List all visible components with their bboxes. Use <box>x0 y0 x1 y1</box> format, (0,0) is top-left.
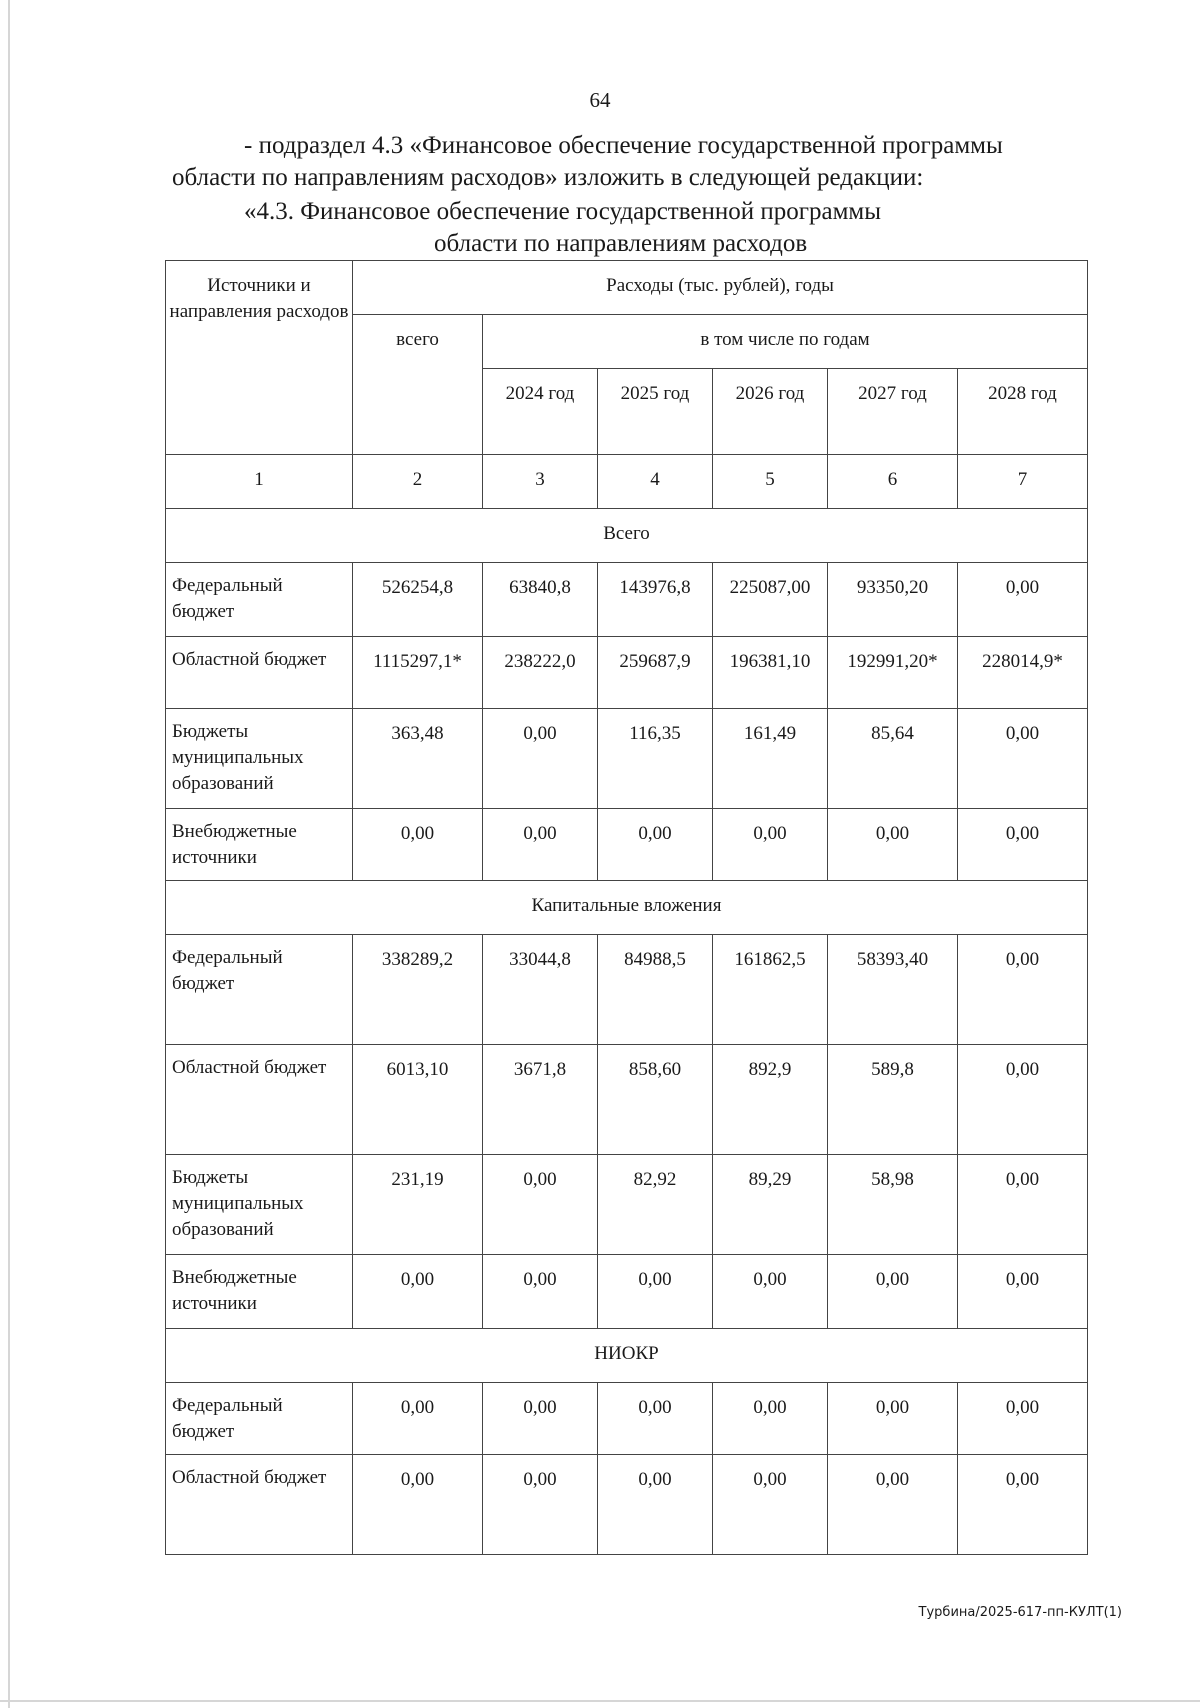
section-title-line-2: области по направлениям расходов <box>434 230 808 257</box>
section-title-cell: Капитальные вложения <box>166 881 1088 935</box>
value-cell: 0,00 <box>353 1255 483 1329</box>
value-cell: 0,00 <box>598 1383 713 1455</box>
column-number: 2 <box>353 455 483 509</box>
value-cell: 0,00 <box>828 809 958 881</box>
value-cell: 93350,20 <box>828 563 958 637</box>
value-cell: 0,00 <box>958 1255 1088 1329</box>
section-row <box>166 509 1088 563</box>
table-row <box>166 637 1088 709</box>
table-row <box>166 1383 1088 1455</box>
scan-edge-left <box>8 0 10 1708</box>
value-cell: 192991,20* <box>828 637 958 709</box>
source-cell: Бюджеты муниципальных образований <box>166 1155 353 1255</box>
source-cell: Федеральный бюджет <box>166 563 353 637</box>
source-cell: Областной бюджет <box>166 637 353 709</box>
value-cell: 85,64 <box>828 709 958 809</box>
section-title-cell: Всего <box>166 509 1088 563</box>
source-cell: Областной бюджет <box>166 1045 353 1155</box>
value-cell: 116,35 <box>598 709 713 809</box>
value-cell: 0,00 <box>353 809 483 881</box>
column-number: 4 <box>598 455 713 509</box>
value-cell: 58,98 <box>828 1155 958 1255</box>
intro-paragraph <box>172 130 1132 194</box>
value-cell: 0,00 <box>713 809 828 881</box>
value-cell: 0,00 <box>483 709 598 809</box>
value-cell: 338289,2 <box>353 935 483 1045</box>
source-cell: Областной бюджет <box>166 1455 353 1555</box>
column-number: 7 <box>958 455 1088 509</box>
header-total: всего <box>353 315 483 455</box>
column-number: 3 <box>483 455 598 509</box>
source-cell: Внебюджетные источники <box>166 809 353 881</box>
value-cell: 1115297,1* <box>353 637 483 709</box>
intro-line-2: области по направлениям расходов» изложить в следующей редакции: <box>172 164 924 191</box>
value-cell: 161,49 <box>713 709 828 809</box>
value-cell: 33044,8 <box>483 935 598 1045</box>
value-cell: 0,00 <box>483 1455 598 1555</box>
table-row <box>166 1455 1088 1555</box>
section-row <box>166 1329 1088 1383</box>
value-cell: 0,00 <box>828 1383 958 1455</box>
table-row <box>166 1255 1088 1329</box>
header-year-2024: 2024 год <box>483 369 598 455</box>
section-row <box>166 881 1088 935</box>
intro-line-1: - подраздел 4.3 «Финансовое обеспечение государственной программы <box>244 132 1003 159</box>
value-cell: 0,00 <box>958 709 1088 809</box>
value-cell: 84988,5 <box>598 935 713 1045</box>
table-row <box>166 935 1088 1045</box>
value-cell: 0,00 <box>958 1383 1088 1455</box>
header-year-2026: 2026 год <box>713 369 828 455</box>
value-cell: 82,92 <box>598 1155 713 1255</box>
value-cell: 0,00 <box>713 1383 828 1455</box>
table-row <box>166 1045 1088 1155</box>
value-cell: 238222,0 <box>483 637 598 709</box>
source-cell: Бюджеты муниципальных образований <box>166 709 353 809</box>
value-cell: 0,00 <box>483 1383 598 1455</box>
column-number: 6 <box>828 455 958 509</box>
value-cell: 892,9 <box>713 1045 828 1155</box>
financing-table <box>165 260 1088 1555</box>
value-cell: 0,00 <box>958 1155 1088 1255</box>
header-year-2027: 2027 год <box>828 369 958 455</box>
page-number: 64 <box>589 88 611 112</box>
scan-edge-bottom <box>0 1700 1200 1702</box>
value-cell: 0,00 <box>598 809 713 881</box>
value-cell: 143976,8 <box>598 563 713 637</box>
section-title-cell: НИОКР <box>166 1329 1088 1383</box>
header-by-years: в том числе по годам <box>483 315 1088 369</box>
value-cell: 363,48 <box>353 709 483 809</box>
value-cell: 0,00 <box>483 1155 598 1255</box>
value-cell: 0,00 <box>958 935 1088 1045</box>
value-cell: 0,00 <box>483 809 598 881</box>
table-row <box>166 1155 1088 1255</box>
header-year-2025: 2025 год <box>598 369 713 455</box>
document-footer-code: Турбина/2025-617-пп-КУЛТ(1) <box>918 1605 1122 1620</box>
value-cell: 0,00 <box>713 1255 828 1329</box>
value-cell: 0,00 <box>828 1255 958 1329</box>
header-year-2028: 2028 год <box>958 369 1088 455</box>
value-cell: 0,00 <box>958 1045 1088 1155</box>
value-cell: 589,8 <box>828 1045 958 1155</box>
value-cell: 858,60 <box>598 1045 713 1155</box>
value-cell: 0,00 <box>353 1455 483 1555</box>
column-number: 1 <box>166 455 353 509</box>
table-row <box>166 809 1088 881</box>
value-cell: 0,00 <box>598 1455 713 1555</box>
value-cell: 0,00 <box>713 1455 828 1555</box>
value-cell: 161862,5 <box>713 935 828 1045</box>
value-cell: 231,19 <box>353 1155 483 1255</box>
source-cell: Федеральный бюджет <box>166 935 353 1045</box>
header-sources: Источники и направления расходов <box>166 261 353 455</box>
value-cell: 89,29 <box>713 1155 828 1255</box>
value-cell: 6013,10 <box>353 1045 483 1155</box>
value-cell: 0,00 <box>958 809 1088 881</box>
table-row <box>166 709 1088 809</box>
value-cell: 58393,40 <box>828 935 958 1045</box>
source-cell: Федеральный бюджет <box>166 1383 353 1455</box>
column-number: 5 <box>713 455 828 509</box>
value-cell: 0,00 <box>598 1255 713 1329</box>
value-cell: 526254,8 <box>353 563 483 637</box>
source-cell: Внебюджетные источники <box>166 1255 353 1329</box>
header-expenses: Расходы (тыс. рублей), годы <box>353 261 1088 315</box>
value-cell: 63840,8 <box>483 563 598 637</box>
value-cell: 228014,9* <box>958 637 1088 709</box>
value-cell: 0,00 <box>958 1455 1088 1555</box>
value-cell: 0,00 <box>353 1383 483 1455</box>
value-cell: 0,00 <box>483 1255 598 1329</box>
value-cell: 196381,10 <box>713 637 828 709</box>
table-row <box>166 563 1088 637</box>
value-cell: 0,00 <box>958 563 1088 637</box>
value-cell: 259687,9 <box>598 637 713 709</box>
value-cell: 225087,00 <box>713 563 828 637</box>
section-title-line-1: «4.3. Финансовое обеспечение государственной программы <box>244 198 882 225</box>
value-cell: 0,00 <box>828 1455 958 1555</box>
value-cell: 3671,8 <box>483 1045 598 1155</box>
section-title <box>172 196 1092 260</box>
column-number-row <box>166 455 1088 509</box>
